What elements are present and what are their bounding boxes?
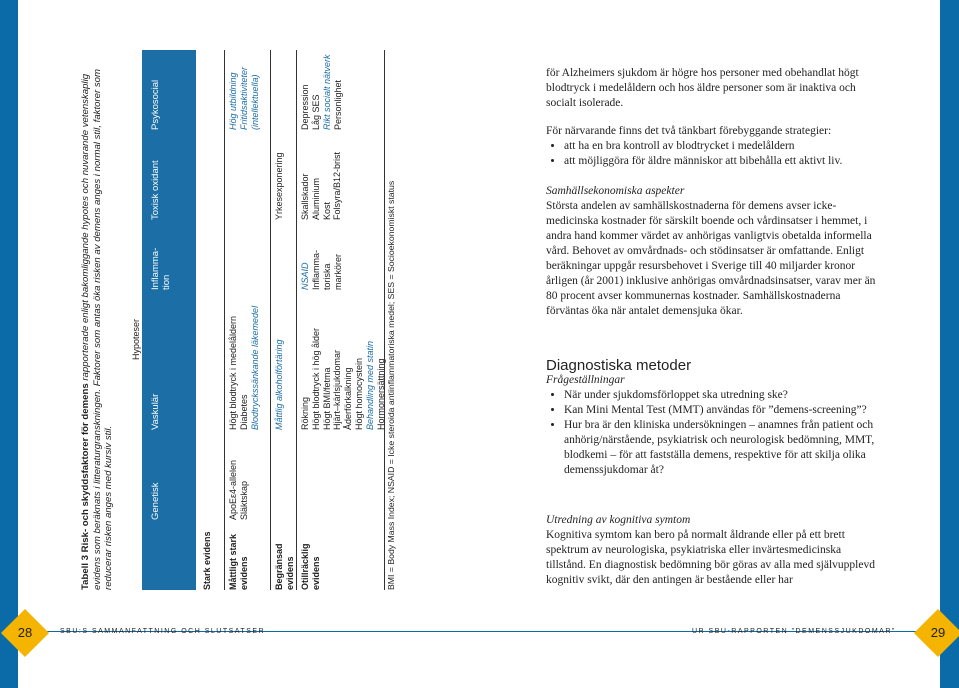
cell-toxisk: Skallskador Aluminium Kost Folsyra/B12-brist	[300, 151, 343, 220]
left-page-number-badge	[1, 609, 49, 657]
right-running-footer: UR SBU-RAPPORTEN ”DEMENSSJUKDOMAR”	[692, 628, 896, 635]
strategies-section	[546, 124, 876, 169]
col-psykosocial: Psykosocial	[150, 79, 161, 130]
list-item: • Kan Mini Mental Test (MMT) användas för ”demens-screening”?	[564, 403, 876, 418]
cell-psykosocial-protective: Hög utbildning Fritidsaktiviteter (intellektuella)	[228, 66, 260, 130]
list-item: • Hur bra är den kliniska undersökningen – anamnes från patient och anhörig/närstående, psykiatrisk och neurologisk bedömning, MMT, blodkemi – för att fastställa demens, respektive för att skilja olika demenssjukdomar åt?	[564, 418, 876, 478]
row-label: Stark evidens	[202, 531, 212, 590]
strategy-list	[546, 139, 876, 169]
table-header	[132, 50, 196, 590]
cognitive-section	[546, 513, 876, 588]
paragraph: För närvarande finns det två tänkbart förebyggande strategier:	[546, 125, 832, 137]
row-mattligt	[228, 50, 268, 590]
cell-psykosocial-tail: Personlighet	[333, 79, 343, 130]
subheading: Samhällsekonomiska aspekter	[546, 185, 685, 197]
cell-vaskular-protective: Måttlig alkoholförtäring	[274, 339, 284, 430]
intro-paragraph	[546, 66, 876, 111]
col-toxisk: Toxisk oxidant	[150, 160, 161, 220]
row-label: Begränsad evidens	[274, 543, 295, 590]
cell-vaskular-tail: Hormonersättning	[376, 358, 386, 430]
col-vaskular: Vaskulär	[150, 393, 161, 430]
left-edge-bar	[0, 0, 18, 688]
subheading: Utredning av kognitiva symtom	[546, 514, 691, 526]
list-item: • att ha en bra kontroll av blodtrycket i medelåldern	[564, 139, 876, 154]
cell-psykosocial-protective: Rikt socialt nätverk	[322, 54, 332, 130]
right-page-number-badge	[914, 609, 959, 657]
subheading: Frågeställningar	[546, 374, 625, 386]
cell-vaskular-protective: Blodtryckssänkande läkemedel	[250, 305, 260, 430]
section-heading: Diagnostiska metoder	[546, 357, 692, 374]
cell-vaskular: Högt blodtryck i medelåldern Diabetes	[228, 315, 249, 430]
paragraph: Största andelen av samhällskostnaderna för demens avser icke-medicinska kostnader för särskilt boende och vårdinsatser i hemmet, i andra hand kommer värdet av anhörigas vanligtvis obetalda informella vård. Behovet av omvårdnads- och stödinsatser är omfattande. Enligt beräkningar uppgår resursbehovet i Sverige till 40 miljarder kronor årligen (år 2001) inklusive anhörigas omvårdnadsinsatser, varav mer än 80 procent avser kommunernas kostnader. Samhällskostnaderna förväntas öka när antalet demensjuka ökar.	[546, 200, 876, 317]
row-divider	[296, 50, 297, 590]
cell-inflam-protective: NSAID	[300, 262, 310, 290]
cell-vaskular: Rökning Högt blodtryck i hög ålder Högt BMI/fetma Hjärt–kärlsjukdomar Åderförkalkning Högt homocystein	[300, 327, 364, 430]
cell-genetisk: ApoEε4-allelen Släktskap	[228, 459, 249, 520]
left-running-footer: SBU:S SAMMANFATTNING OCH SLUTSATSER	[60, 628, 266, 635]
table-caption-text: rapporterade enligt bakomliggande hypotes och nuvarande vetenskaplig evidens som beräknats i litteraturgranskningen. Faktorer som antas öka risken av demens anges i normal stil, faktorer som reducerar risken anges med kursiv stil.	[80, 69, 114, 590]
right-page-number: 29	[930, 625, 946, 640]
table-bottom-rule	[384, 50, 385, 590]
cell-vaskular-protective: Behandling med statin	[365, 340, 375, 430]
table-footnote: BMI = Body Mass Index; NSAID = Icke steroida antiinflammatoriska medel; SES = Socioekonomiskt status	[386, 180, 396, 590]
hypotheses-label: Hypoteser	[131, 318, 141, 360]
row-divider	[270, 50, 271, 590]
row-divider	[224, 50, 225, 590]
paragraph: Kognitiva symtom kan bero på normalt åldrande eller på ett brett spektrum av neurologiska, psykiatriska eller invärtesmedicinska tillstånd. En diagnostisk bedömning bör göras av alla med självupplevd kognitiv svikt, där den antingen är bestående eller har	[546, 529, 875, 586]
left-page-number: 28	[17, 625, 33, 640]
cell-psykosocial: Depression Låg SES	[300, 84, 321, 130]
question-list	[546, 388, 876, 478]
row-label: Måttligt stark evidens	[228, 533, 249, 590]
col-genetisk: Genetisk	[150, 482, 161, 520]
rotated-table-page	[80, 40, 400, 600]
table-caption	[80, 50, 115, 590]
diagnostics-section	[546, 358, 876, 478]
paragraph: för Alzheimers sjukdom är högre hos personer med obehandlat högt blodtryck i medelåldern och hos äldre personer som är inaktiva och socialt isolerade.	[546, 67, 859, 109]
table-caption-title: Tabell 3 Risk- och skyddsfaktorer för demens	[80, 383, 91, 590]
col-inflammation: Inflamma-tion	[150, 247, 172, 290]
row-label: Otillräcklig evidens	[300, 543, 321, 590]
list-item: • att möjliggöra för äldre människor att bibehålla ett aktivt liv.	[564, 154, 876, 169]
list-item: • När under sjukdomsförloppet ska utredning ske?	[564, 388, 876, 403]
cell-toxisk: Yrkesexponering	[274, 152, 284, 220]
right-edge-bar	[940, 0, 959, 688]
cell-inflam: Inflamma- toriska markörer	[311, 249, 343, 290]
economics-section	[546, 184, 876, 319]
